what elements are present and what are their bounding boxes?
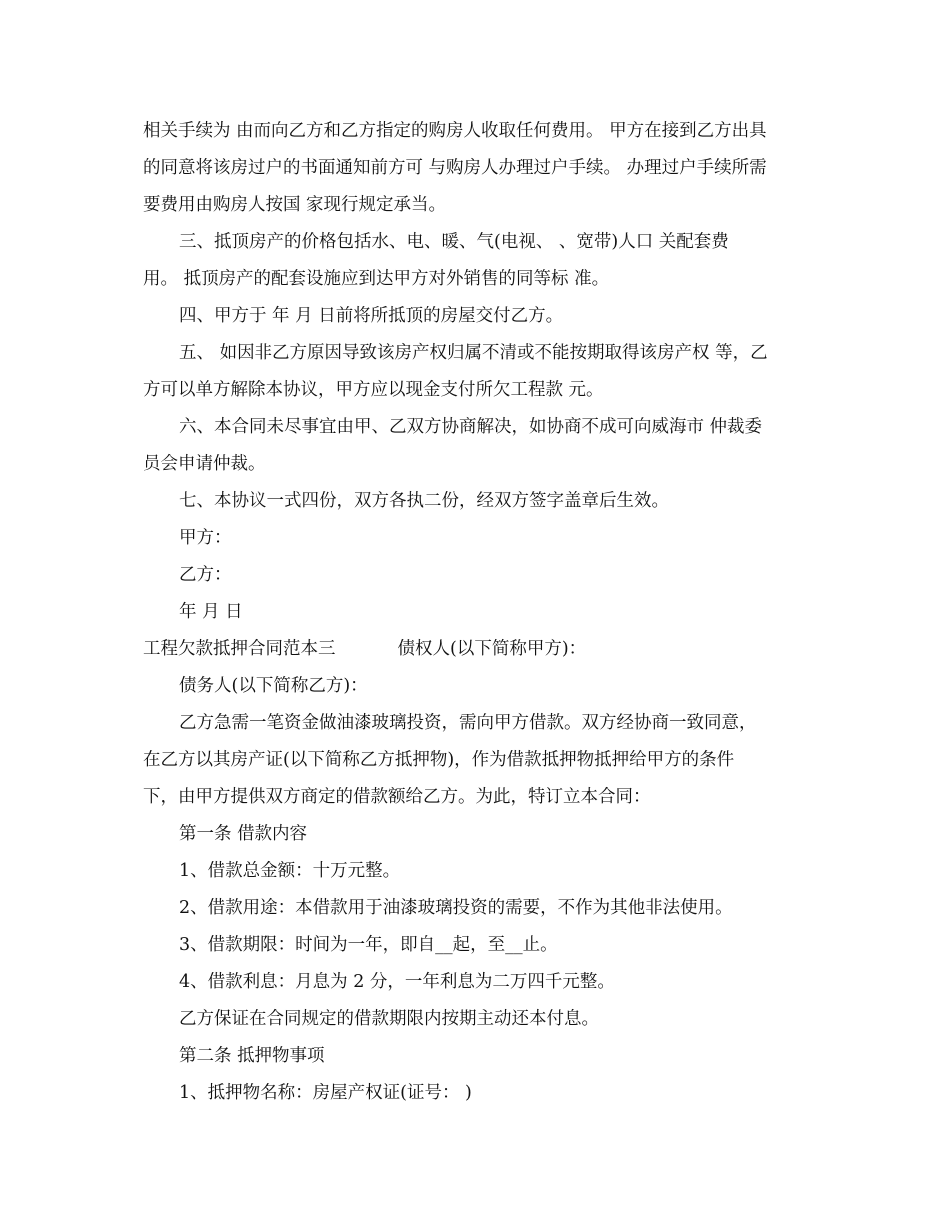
text-line: 乙方保证在合同规定的借款期限内按期主动还本付息。 [179,1009,599,1029]
text-line: 用。 抵顶房产的配套设施应到达甲方对外销售的同等标 准。 [143,269,610,289]
text-line: 1、借款总金额：十万元整。 [179,861,401,881]
text-line: 要费用由购房人按国 家现行规定承当。 [143,195,447,215]
text-line: 五、 如因非乙方原因导致该房产权归属不清或不能按期取得该房产权 等，乙 [179,343,768,363]
text-line: 员会申请仲裁。 [143,454,266,474]
mortgage-contract-clauses [143,668,823,1112]
text-line: 的同意将该房过户的书面通知前方可 与购房人办理过户手续。 办理过户手续所需 [143,158,767,178]
text-line: 第一条 借款内容 [179,824,308,844]
text-line: 年 月 日 [179,602,243,622]
text-line: 四、甲方于 年 月 日前将所抵顶的房屋交付乙方。 [179,306,564,326]
text-line: 相关手续为 由而向乙方和乙方指定的购房人收取任何费用。 甲方在接到乙方出具 [143,121,767,141]
text-line: 六、本合同未尽事宜由甲、乙双方协商解决，如协商不成可向威海市 仲裁委 [179,417,763,437]
text-line: 方可以单方解除本协议，甲方应以现金支付所欠工程款 元。 [143,380,604,400]
text-line: 乙方： [179,565,232,585]
section-heading-line [143,631,823,668]
creditor-label: 债权人(以下简称甲方)： [397,639,587,659]
text-line: 甲方： [179,528,232,548]
text-line: 3、借款期限：时间为一年，即自__起，至__止。 [179,935,558,955]
text-line: 4、借款利息：月息为 2 分，一年利息为二万四千元整。 [179,972,615,992]
text-line: 2、借款用途：本借款用于油漆玻璃投资的需要，不作为其他非法使用。 [179,898,733,918]
text-line: 债务人(以下简称乙方)： [179,676,368,696]
section-title: 工程欠款抵押合同范本三 [143,639,336,659]
agreement-clauses [143,113,823,631]
text-line: 七、本协议一式四份，双方各执二份，经双方签字盖章后生效。 [179,491,669,511]
text-line: 第二条 抵押物事项 [179,1046,325,1066]
text-line: 下，由甲方提供双方商定的借款额给乙方。为此，特订立本合同： [143,787,651,807]
text-line: 乙方急需一笔资金做油漆玻璃投资，需向甲方借款。双方经协商一致同意， [179,713,757,733]
text-line: 1、抵押物名称：房屋产权证(证号： ) [179,1083,472,1103]
text-line: 在乙方以其房产证(以下简称乙方抵押物)，作为借款抵押物抵押给甲方的条件 [143,750,735,770]
document-body [143,113,823,1112]
text-line: 三、抵顶房产的价格包括水、电、暖、气(电视、 、宽带)人口 关配套费 [179,232,729,252]
